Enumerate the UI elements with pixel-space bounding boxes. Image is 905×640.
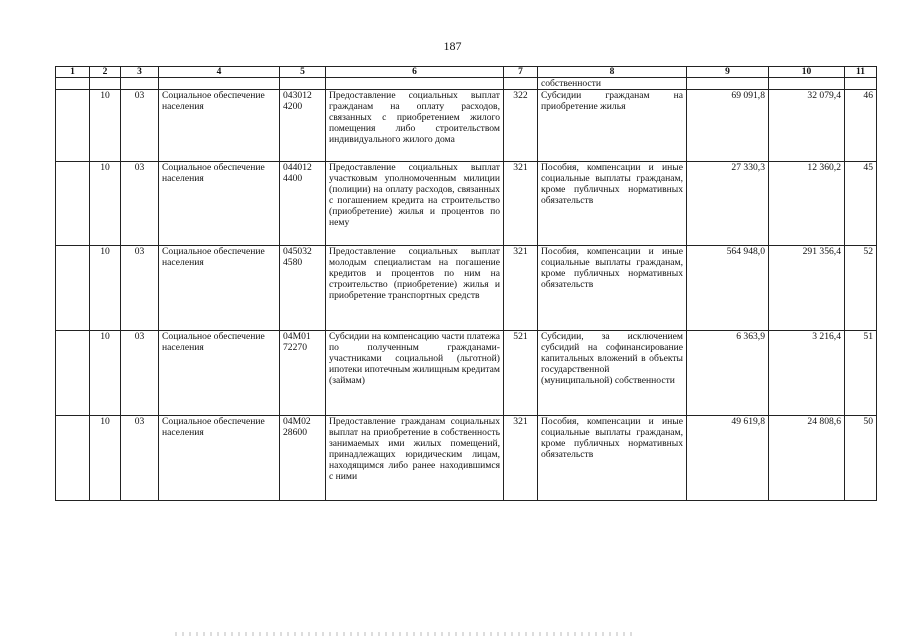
page-number: 187 <box>443 39 462 53</box>
cell-expense-type: 322 <box>504 90 538 162</box>
cell-section: 10 <box>90 162 121 246</box>
cell-amount-1: 27 330,3 <box>687 162 769 246</box>
cell-empty <box>56 416 90 501</box>
cell-expense-name: Субсидии гражданам на приобретение жилья <box>538 90 687 162</box>
cell-amount-1: 69 091,8 <box>687 90 769 162</box>
col-header-5: 5 <box>280 67 326 78</box>
col-header-1: 1 <box>56 67 90 78</box>
cell-expense-type: 321 <box>504 416 538 501</box>
cell-percent: 51 <box>845 331 877 416</box>
cell-expense-name: Пособия, компенсации и иные социальные выплаты гражданам, кроме публичных нормативных обязательств <box>538 246 687 331</box>
cell-section: 10 <box>90 331 121 416</box>
cell-amount-2: 32 079,4 <box>769 90 845 162</box>
continuation-text: собственности <box>538 78 687 90</box>
cell-percent: 46 <box>845 90 877 162</box>
table-row <box>56 162 877 246</box>
cell-description: Предоставление социальных выплат гражданам на оплату расходов, связанных с приобретением жилого помещения либо строительством индивидуального жилого дома <box>326 90 504 162</box>
cell-amount-1: 564 948,0 <box>687 246 769 331</box>
col-header-7: 7 <box>504 67 538 78</box>
cell-subsection: 03 <box>121 246 159 331</box>
cell-subsection: 03 <box>121 331 159 416</box>
cell-description: Предоставление гражданам социальных выплат на приобретение в собственность занимаемых ими жилых помещений, принадлежащих юридическим лицам, находящимся либо ранее находившимся с ними <box>326 416 504 501</box>
cell-amount-2: 3 216,4 <box>769 331 845 416</box>
cell-target-code: 045032 4580 <box>280 246 326 331</box>
cell-expense-name: Пособия, компенсации и иные социальные выплаты гражданам, кроме публичных нормативных обязательств <box>538 416 687 501</box>
cell-subsection: 03 <box>121 416 159 501</box>
table-row <box>56 246 877 331</box>
cell-section-name: Социальное обеспечение населения <box>159 162 280 246</box>
cell-target-code: 04М01 72270 <box>280 331 326 416</box>
col-header-8: 8 <box>538 67 687 78</box>
col-header-11: 11 <box>845 67 877 78</box>
table-row <box>56 90 877 162</box>
cell-target-code: 04М02 28600 <box>280 416 326 501</box>
cell-section: 10 <box>90 246 121 331</box>
cell-percent: 52 <box>845 246 877 331</box>
cell-description: Предоставление социальных выплат участковым уполномоченным милиции (полиции) на оплату расходов, связанных с погашением кредита на строительство (приобретение) жилья и процентов по нему <box>326 162 504 246</box>
continuation-row <box>56 78 877 90</box>
col-header-6: 6 <box>326 67 504 78</box>
cell-amount-1: 6 363,9 <box>687 331 769 416</box>
cell-amount-2: 291 356,4 <box>769 246 845 331</box>
cell-percent: 45 <box>845 162 877 246</box>
cell-target-code: 043012 4200 <box>280 90 326 162</box>
col-header-4: 4 <box>159 67 280 78</box>
cell-subsection: 03 <box>121 162 159 246</box>
cell-subsection: 03 <box>121 90 159 162</box>
cell-expense-name: Пособия, компенсации и иные социальные выплаты гражданам, кроме публичных нормативных обязательств <box>538 162 687 246</box>
budget-table <box>55 66 877 501</box>
cell-target-code: 044012 4400 <box>280 162 326 246</box>
cell-expense-type: 321 <box>504 246 538 331</box>
cell-amount-2: 12 360,2 <box>769 162 845 246</box>
cell-empty <box>56 90 90 162</box>
col-header-2: 2 <box>90 67 121 78</box>
cell-section: 10 <box>90 416 121 501</box>
col-header-3: 3 <box>121 67 159 78</box>
cell-empty <box>56 162 90 246</box>
col-header-9: 9 <box>687 67 769 78</box>
cell-section-name: Социальное обеспечение населения <box>159 416 280 501</box>
cell-empty <box>56 246 90 331</box>
cell-description: Субсидии на компенсацию части платежа по полученным гражданами-участниками социальной (льготной) ипотеки ипотечным жилищным кредитам (займам) <box>326 331 504 416</box>
cell-section-name: Социальное обеспечение населения <box>159 90 280 162</box>
table-row <box>56 416 877 501</box>
cell-amount-1: 49 619,8 <box>687 416 769 501</box>
cell-section-name: Социальное обеспечение населения <box>159 246 280 331</box>
cell-expense-type: 521 <box>504 331 538 416</box>
cell-section: 10 <box>90 90 121 162</box>
cell-amount-2: 24 808,6 <box>769 416 845 501</box>
cell-section-name: Социальное обеспечение населения <box>159 331 280 416</box>
cell-empty <box>56 331 90 416</box>
scan-artifact <box>175 632 635 636</box>
cell-percent: 50 <box>845 416 877 501</box>
cell-description: Предоставление социальных выплат молодым специалистам на погашение кредитов и процентов по ним на строительство (приобретение) жилья и приобретение транспортных средств <box>326 246 504 331</box>
table-row <box>56 331 877 416</box>
col-header-10: 10 <box>769 67 845 78</box>
header-row <box>56 67 877 78</box>
cell-expense-name: Субсидии, за исключением субсидий на софинансирование капитальных вложений в объекты государственной (муниципальной) собственности <box>538 331 687 416</box>
cell-expense-type: 321 <box>504 162 538 246</box>
